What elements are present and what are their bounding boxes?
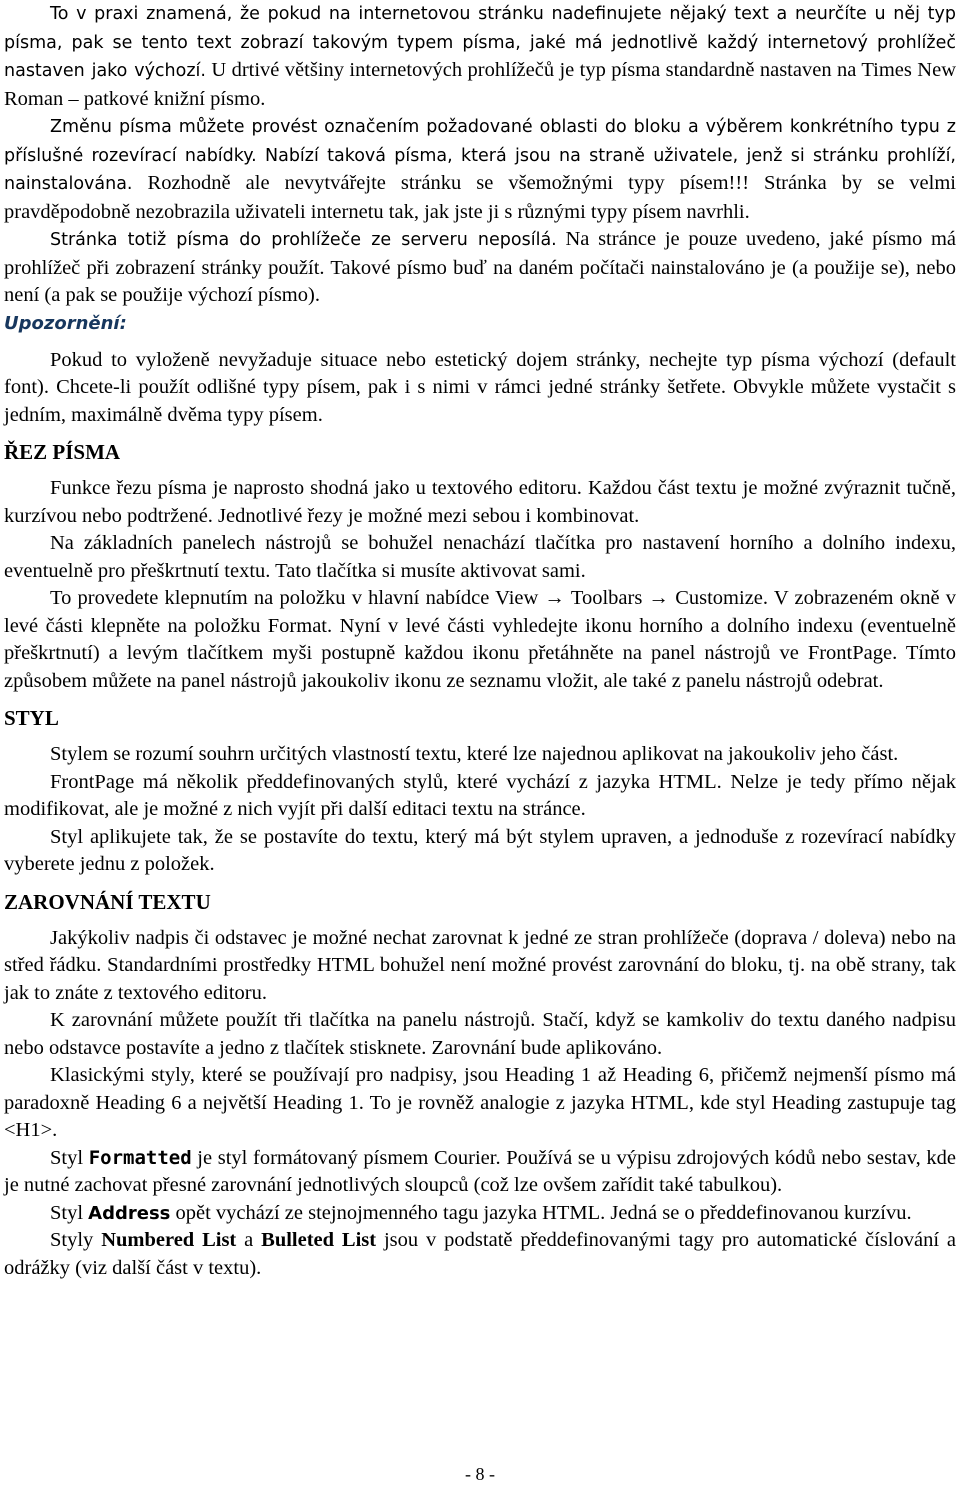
- paragraph: Funkce řezu písma je naprosto shodná jako u textového editoru. Každou část textu je možné zvýraznit tučně, kurzívou nebo podtržené. Jednotlivé řezy je možné mezi sebou i kombinovat.: [4, 477, 956, 527]
- paragraph: K zarovnání můžete použít tři tlačítka na panelu nástrojů. Stačí, když se kamkoliv do textu daného nadpisu nebo odstavce postavíte a jedno z tlačítek stisknete. Zarovnání bude aplikováno.: [4, 1009, 956, 1059]
- text-span: Změnu písma můžete provést označením požadované oblasti do bloku a výběrem konkrétního typu z příslušné rozevírací nabídky.: [4, 117, 956, 166]
- page-number: - 8 -: [465, 1464, 495, 1484]
- text-span: U drtivé většiny internetových prohlížečů je typ písma standardně nastaven na Times New Roman – patkové knižní písmo.: [4, 59, 956, 110]
- style-name-bulleted-list: Bulleted List: [261, 1229, 377, 1251]
- paragraph-font-change: [4, 113, 956, 226]
- text-span: Rozhodně ale nevytvářejte stránku se všemožnými typy písem!!! Stránka by se velmi pravděpodobně nezobrazila uživateli internetu tak, jak jste ji s různými typy písem navrhli.: [4, 172, 956, 223]
- text-span: je styl formátovaný písmem Courier. Používá se u výpisu zdrojových kódů nebo sestav, kde je nutné zachovat přesné zarovnání jednotlivých sloupců (což lze ovšem zařídit také tabulkou).: [4, 1146, 957, 1196]
- paragraph-server-fonts: [4, 226, 956, 310]
- paragraph: FrontPage má několik předdefinovaných stylů, které vychází z jazyka HTML. Nelze je tedy přímo nějak modifikovat, ale je možné z nich vyjít při další editaci textu na stránce.: [4, 770, 956, 820]
- text-span: Na stránce je pouze uvedeno, jaké písmo má prohlížeč při zobrazení stránky použít.: [4, 228, 956, 279]
- style-name-address: Address: [88, 1202, 171, 1224]
- text-span: jsou v podstatě předdefinovanými tagy pro automatické číslování a odrážky (viz další část v textu).: [4, 1229, 956, 1279]
- heading-zarovnani-textu: ZAROVNÁNÍ TEXTU: [4, 889, 211, 914]
- heading-styl: STYL: [4, 706, 59, 730]
- paragraph: Jakýkoliv nadpis či odstavec je možné nechat zarovnat k jedné ze stran prohlížeče (doprava / doleva) nebo na střed řádku. Standardními prostředky HTML bohužel není možné provést zarovnání do bloku, tj. na obě strany, tak jak to znáte z textového editoru.: [4, 926, 956, 1004]
- warning-label: Upozornění:: [4, 312, 127, 334]
- paragraph: To provedete klepnutím na položku v hlavní nabídce View → Toolbars → Customize. V zobrazeném okně v levé části klepněte na položku Format. Nyní v levé části vyhledejte ikonu horního a dolního indexu (eventuelně přeškrtnutí) a levým tlačítkem myši postupně každou ikonu přetáhněte na panel nástrojů ve FrontPage. Tímto způsobem můžete na panel nástrojů jakoukoliv ikonu ze seznamu vložit, ale také z panelu nástrojů odebrat.: [4, 587, 956, 692]
- paragraph: Klasickými styly, které se používají pro nadpisy, jsou Heading 1 až Heading 6, přičemž nejmenší písmo má paradoxně Heading 6 a největší Heading 1. To je rovněž analogie z jazyka HTML, kde styl Heading zastupuje tag <H1>.: [4, 1064, 956, 1141]
- text-span: Stránka totiž písma do prohlížeče ze serveru neposílá.: [50, 230, 557, 250]
- style-name-numbered-list: Numbered List: [101, 1229, 237, 1251]
- text-span: a: [236, 1229, 262, 1251]
- paragraph-lists: [4, 1227, 956, 1282]
- text-span: Takové písmo buď na daném počítači nainstalováno je (a použije se), nebo není (a pak se použije výchozí písmo).: [4, 256, 956, 306]
- text-span: Styl: [50, 1146, 89, 1169]
- text-span: To v praxi znamená, že pokud na internetovou stránku nadefinujete nějaký text a neurčíte u něj typ písma, pak se tento text zobrazí takovým typem písma, jaké má jednotlivě každý internetový prohlížeč nastaven jako výchozí.: [4, 4, 956, 81]
- text-span: Nabízí taková písma, která jsou na straně uživatele, jenž si stránku prohlíží, nainstalována.: [4, 145, 956, 194]
- paragraph: Styl aplikujete tak, že se postavíte do textu, který má být stylem upraven, a jednoduše z rozevírací nabídky vyberete jednu z položek.: [4, 825, 956, 875]
- text-span: Styly: [50, 1229, 102, 1251]
- text-span: Styl: [50, 1201, 89, 1224]
- paragraph-address: [4, 1200, 956, 1228]
- paragraph: Na základních panelech nástrojů se bohužel nenachází tlačítka pro nastavení horního a dolního indexu, eventuelně pro přeškrtnutí textu. Tato tlačítka si musíte aktivovat sami.: [4, 532, 956, 582]
- style-name-formatted: Formatted: [88, 1146, 192, 1169]
- warning-text: Pokud to vyloženě nevyžaduje situace nebo estetický dojem stránky, nechejte typ písma výchozí (default font). Chcete-li použít odlišné typy písem, pak i s nimi v rámci jedné stránky šetřete. Obvykle můžete vystačit s jedním, maximálně dvěma typy písem.: [4, 348, 956, 426]
- paragraph-default-font: [4, 0, 956, 113]
- heading-rez-pisma: ŘEZ PÍSMA: [4, 440, 121, 464]
- paragraph: Stylem se rozumí souhrn určitých vlastností textu, které lze najednou aplikovat na jakoukoliv jeho část.: [50, 743, 899, 765]
- paragraph-formatted: [4, 1145, 956, 1200]
- text-span: opět vychází ze stejnojmenného tagu jazyka HTML. Jedná se o předdefinovanou kurzívu.: [170, 1201, 912, 1224]
